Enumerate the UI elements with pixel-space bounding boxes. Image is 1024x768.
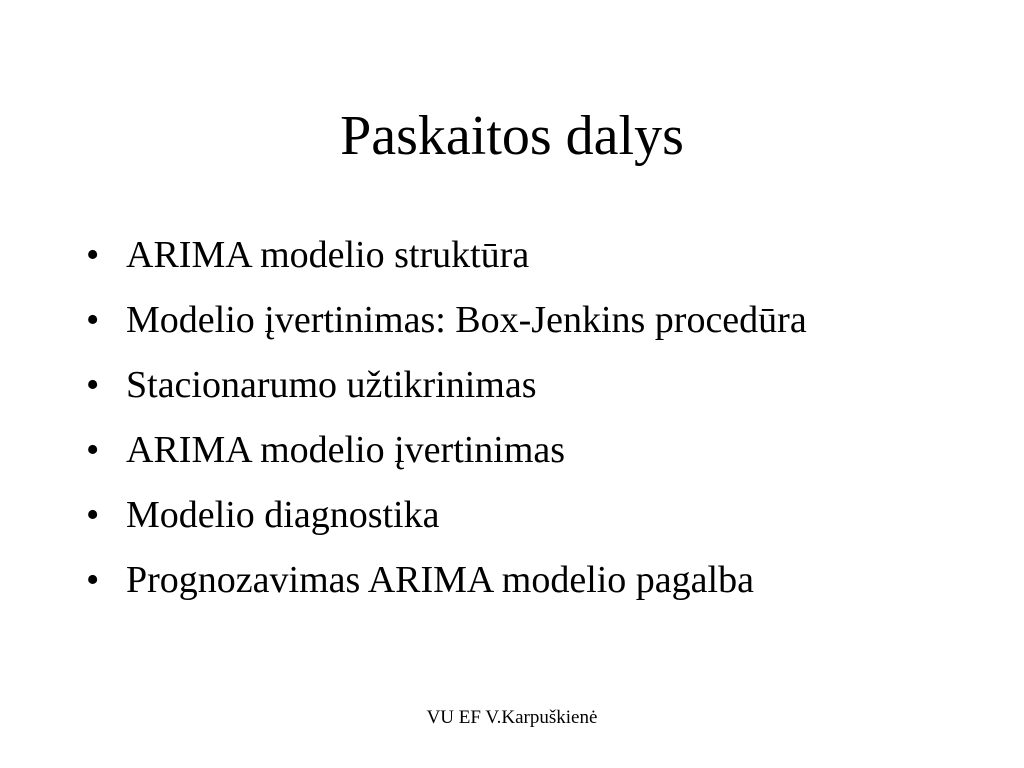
bullet-item <box>86 490 946 540</box>
bullet-icon: • <box>86 494 100 536</box>
bullet-list <box>86 230 946 620</box>
bullet-item <box>86 555 946 605</box>
bullet-icon: • <box>86 559 100 601</box>
bullet-item <box>86 360 946 410</box>
bullet-text: Prognozavimas ARIMA modelio pagalba <box>126 559 754 601</box>
bullet-icon: • <box>86 364 100 406</box>
bullet-text: Modelio įvertinimas: Box-Jenkins procedūra <box>126 299 807 341</box>
slide-footer: VU EF V.Karpuškienė <box>426 707 598 728</box>
bullet-text: Stacionarumo užtikrinimas <box>126 364 537 406</box>
bullet-icon: • <box>86 234 100 276</box>
slide-title: Paskaitos dalys <box>340 105 684 167</box>
bullet-text: ARIMA modelio struktūra <box>126 234 530 276</box>
bullet-text: Modelio diagnostika <box>126 494 440 536</box>
bullet-item <box>86 425 946 475</box>
bullet-icon: • <box>86 429 100 471</box>
bullet-item <box>86 230 946 280</box>
bullet-item <box>86 295 946 345</box>
bullet-text: ARIMA modelio įvertinimas <box>126 429 566 471</box>
bullet-icon: • <box>86 299 100 341</box>
